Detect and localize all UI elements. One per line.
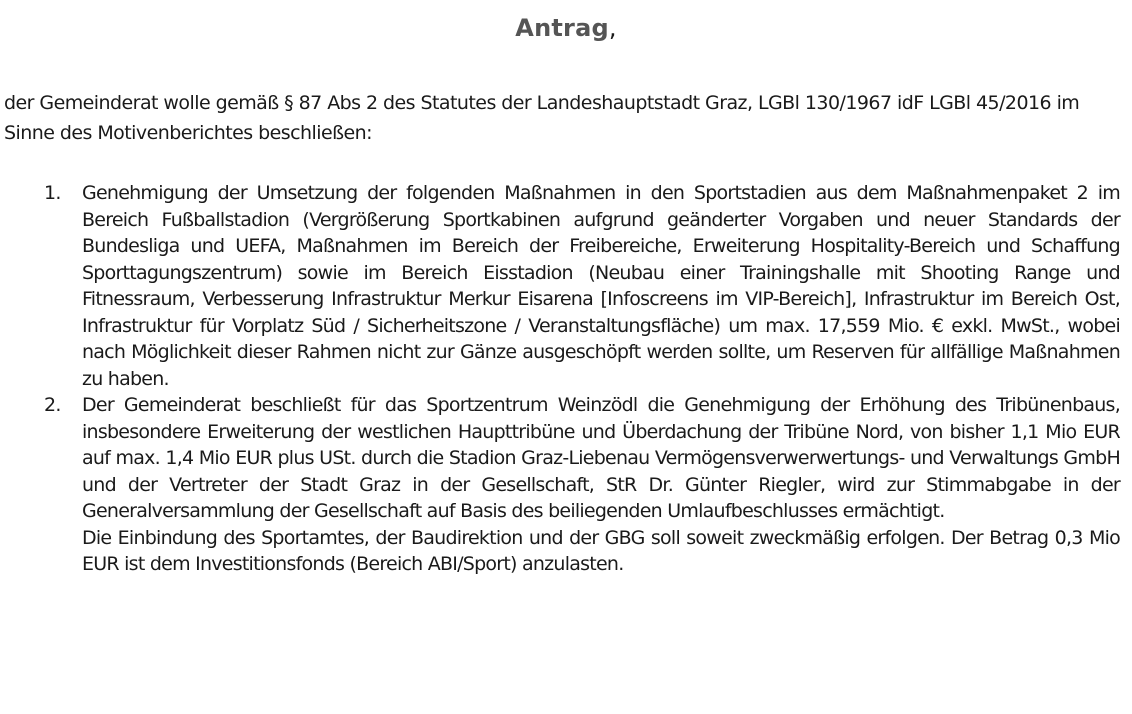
- intro-paragraph: der Gemeinderat wolle gemäß § 87 Abs 2 des Statutes der Landeshauptstadt Graz, LGBl 130/1967 idF LGBl 45/2016 im Sinne des Motivenberichtes beschließen:: [4, 92, 1080, 144]
- list-item: [0, 392, 1132, 578]
- resolution-list: [0, 180, 1132, 578]
- list-item-paragraph: Die Einbindung des Sportamtes, der Baudirektion und der GBG soll soweit zweckmäßig erfolgen. Der Betrag 0,3 Mio EUR ist dem Investitionsfonds (Bereich ABI/Sport) anzulasten.: [82, 526, 1120, 575]
- list-item-number: 1.: [44, 182, 61, 204]
- document-title: [0, 14, 1132, 42]
- list-item-paragraph: Genehmigung der Umsetzung der folgenden Maßnahmen in den Sportstadien aus dem Maßnahmenpaket 2 im Bereich Fußballstadion (Vergrößerung Sportkabinen aufgrund geänderter Vorgaben und neuer Standards der Bundesliga und UEFA, Maßnahmen im Bereich der Freibereiche, Erweiterung Hospitality-Bereich und Schaffung Sporttagungszentrum) sowie im Bereich Eisstadion (Neubau einer Trainingshalle mit Shooting Range und Fitnessraum, Verbesserung Infrastruktur Merkur Eisarena [Infoscreens im VIP-Bereich], Infrastruktur im Bereich Ost, Infrastruktur für Vorplatz Süd / Sicherheitszone / Veranstaltungsfläche) um max. 17,559 Mio. € exkl. MwSt., wobei nach Möglichkeit dieser Rahmen nicht zur Gänze ausgeschöpft werden sollte, um Reserven für allfällige Maßnahmen zu haben.: [82, 182, 1120, 390]
- list-item-number: 2.: [44, 394, 61, 416]
- list-item-paragraph: Der Gemeinderat beschließt für das Sportzentrum Weinzödl die Genehmigung der Erhöhung des Tribünenbaus, insbesondere Erweiterung der westlichen Haupttribüne und Überdachung der Tribüne Nord, von bisher 1,1 Mio EUR auf max. 1,4 Mio EUR plus USt. durch die Stadion Graz-Liebenau Vermögensverwerwertungs- und Verwaltungs GmbH und der Vertreter der Stadt Graz in der Gesellschaft, StR Dr. Günter Riegler, wird zur Stimmabgabe in der Generalversammlung der Gesellschaft auf Basis des beiliegenden Umlaufbeschlusses ermächtigt.: [82, 394, 1120, 522]
- list-item: [0, 180, 1132, 392]
- title-comma: ,: [608, 14, 617, 42]
- title-text: Antrag: [515, 14, 609, 42]
